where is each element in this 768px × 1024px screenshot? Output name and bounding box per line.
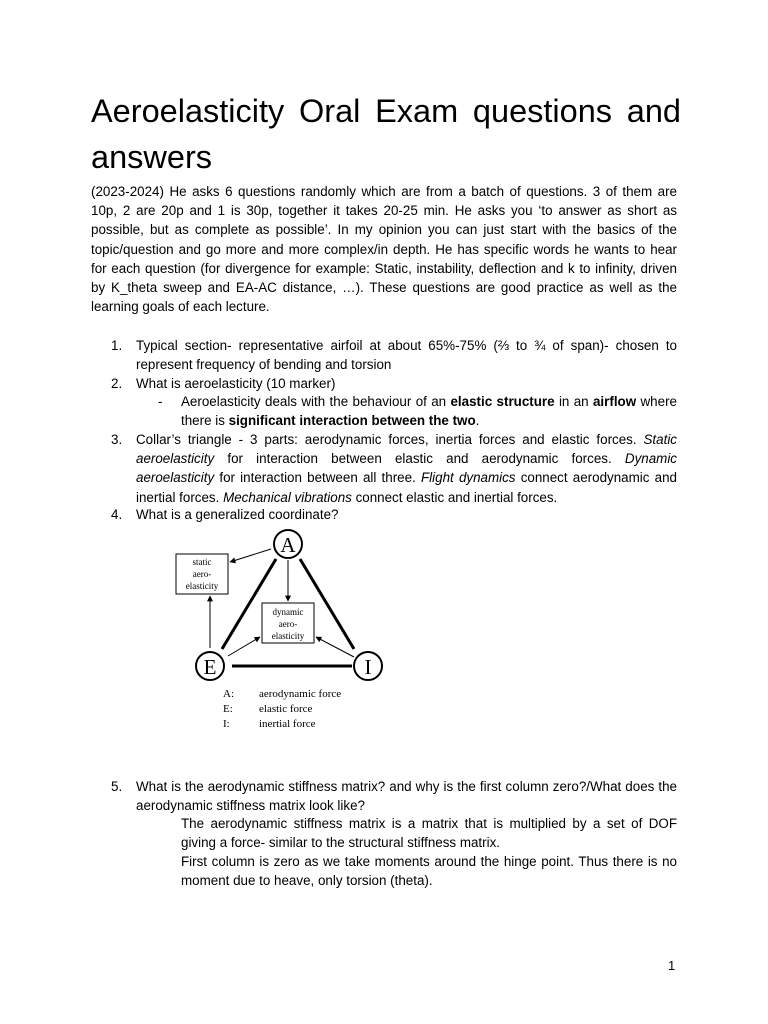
dynamic-box-line-1: dynamic — [272, 607, 304, 617]
node-i-label: I — [364, 655, 372, 679]
list-item-3 — [111, 430, 677, 507]
italic-run: Flight dynamics — [421, 470, 516, 486]
bold-run: airflow — [592, 394, 637, 409]
text-run: . — [475, 413, 480, 429]
italic-run: Mechanical vibrations — [223, 489, 352, 505]
sub-item-aeroelasticity-definition — [158, 392, 677, 430]
figure-legend — [223, 688, 341, 730]
static-box-line-3: elasticity — [185, 581, 219, 591]
static-box-line-1: static — [192, 557, 212, 567]
title-line-1: Aeroelasticity Oral Exam questions and — [91, 93, 681, 129]
text-run: connect aerodynamic and inertial forces. — [136, 470, 677, 505]
item-number: 2. — [111, 376, 123, 391]
legend-key-a: A: — [223, 688, 234, 700]
text-run: Collar’s triangle - 3 parts: aerodynamic forces, inertia forces and elastic forces. — [136, 432, 644, 447]
list-item-1 — [111, 336, 677, 374]
text-run: Aeroelasticity deals with the behaviour of an — [181, 394, 451, 409]
node-a-label: A — [280, 533, 296, 557]
arrow-e-to-dynamic — [228, 637, 260, 656]
static-box-line-2: aero- — [192, 569, 212, 579]
item-text: What is the aerodynamic stiffness matrix? and why is the first column zero?/What does the aerodynamic stiffness matrix look like? — [136, 779, 677, 814]
dynamic-box-line-2: aero- — [278, 619, 298, 629]
dash-bullet: - — [158, 394, 163, 409]
legend-label-a: aerodynamic force — [259, 688, 342, 700]
dynamic-box-line-3: elasticity — [271, 631, 305, 641]
node-e-label: E — [203, 655, 217, 679]
item-text: What is aeroelasticity (10 marker) — [136, 376, 336, 391]
list-item-4 — [111, 505, 677, 524]
legend-label-i: inertial force — [259, 718, 316, 730]
item-number: 1. — [111, 338, 123, 353]
text-run: where there is — [181, 394, 677, 429]
legend-key-i: I: — [223, 718, 230, 730]
item-number: 4. — [111, 507, 123, 522]
bold-run: elastic structure — [450, 394, 555, 409]
text-run: for interaction between elastic and aerodynamic forces. — [214, 451, 625, 467]
text-run: in an — [554, 394, 593, 409]
italic-run: Dynamic aeroelasticity — [136, 451, 677, 486]
bold-run: significant interaction between the two — [228, 413, 476, 429]
text-run: connect elastic and inertial forces. — [351, 489, 558, 505]
item-number: 5. — [111, 779, 123, 794]
item-number: 3. — [111, 432, 123, 447]
title-line-2: answers — [91, 139, 213, 175]
item-text: Typical section- representative airfoil at about 65%-75% (⅔ to ¾ of span)- chosen to represent frequency of bending and torsion — [136, 338, 677, 373]
list-item-5 — [111, 777, 677, 815]
text-run: for interaction between all three. — [214, 470, 421, 486]
legend-key-e: E: — [223, 703, 233, 715]
page-title — [91, 88, 681, 180]
list-item-2 — [111, 374, 677, 393]
answer-paragraph-2: First column is zero as we take moments around the hinge point. Thus there is no moment due to heave, only torsion (theta). — [181, 854, 677, 889]
italic-run: Static aeroelasticity — [136, 432, 677, 467]
arrow-a-to-static — [230, 549, 271, 562]
page-number: 1 — [668, 958, 676, 973]
legend-label-e: elastic force — [259, 703, 313, 715]
intro-paragraph: (2023-2024) He asks 6 questions randomly which are from a batch of questions. 3 of them are 10p, 2 are 20p and 1 is 30p, together it takes 20-25 min. He asks you ‘to answer as short as possible, but as complete as possible’. In my opinion you can just start with the basics of the topic/question and go more and more complex/in depth. He has specific words he wants to hear for each question (for divergence for example: Static, instability, deflection and k to infinity, driven by K_theta sweep and EA-AC distance, …). These questions are good practice as well as the learning goals of each lecture. — [91, 184, 677, 315]
answer-paragraph-1: The aerodynamic stiffness matrix is a matrix that is multiplied by a set of DOF giving a force- similar to the structural stiffness matrix. — [181, 816, 677, 851]
collar-triangle-figure — [136, 527, 426, 739]
item-text: What is a generalized coordinate? — [136, 507, 339, 522]
